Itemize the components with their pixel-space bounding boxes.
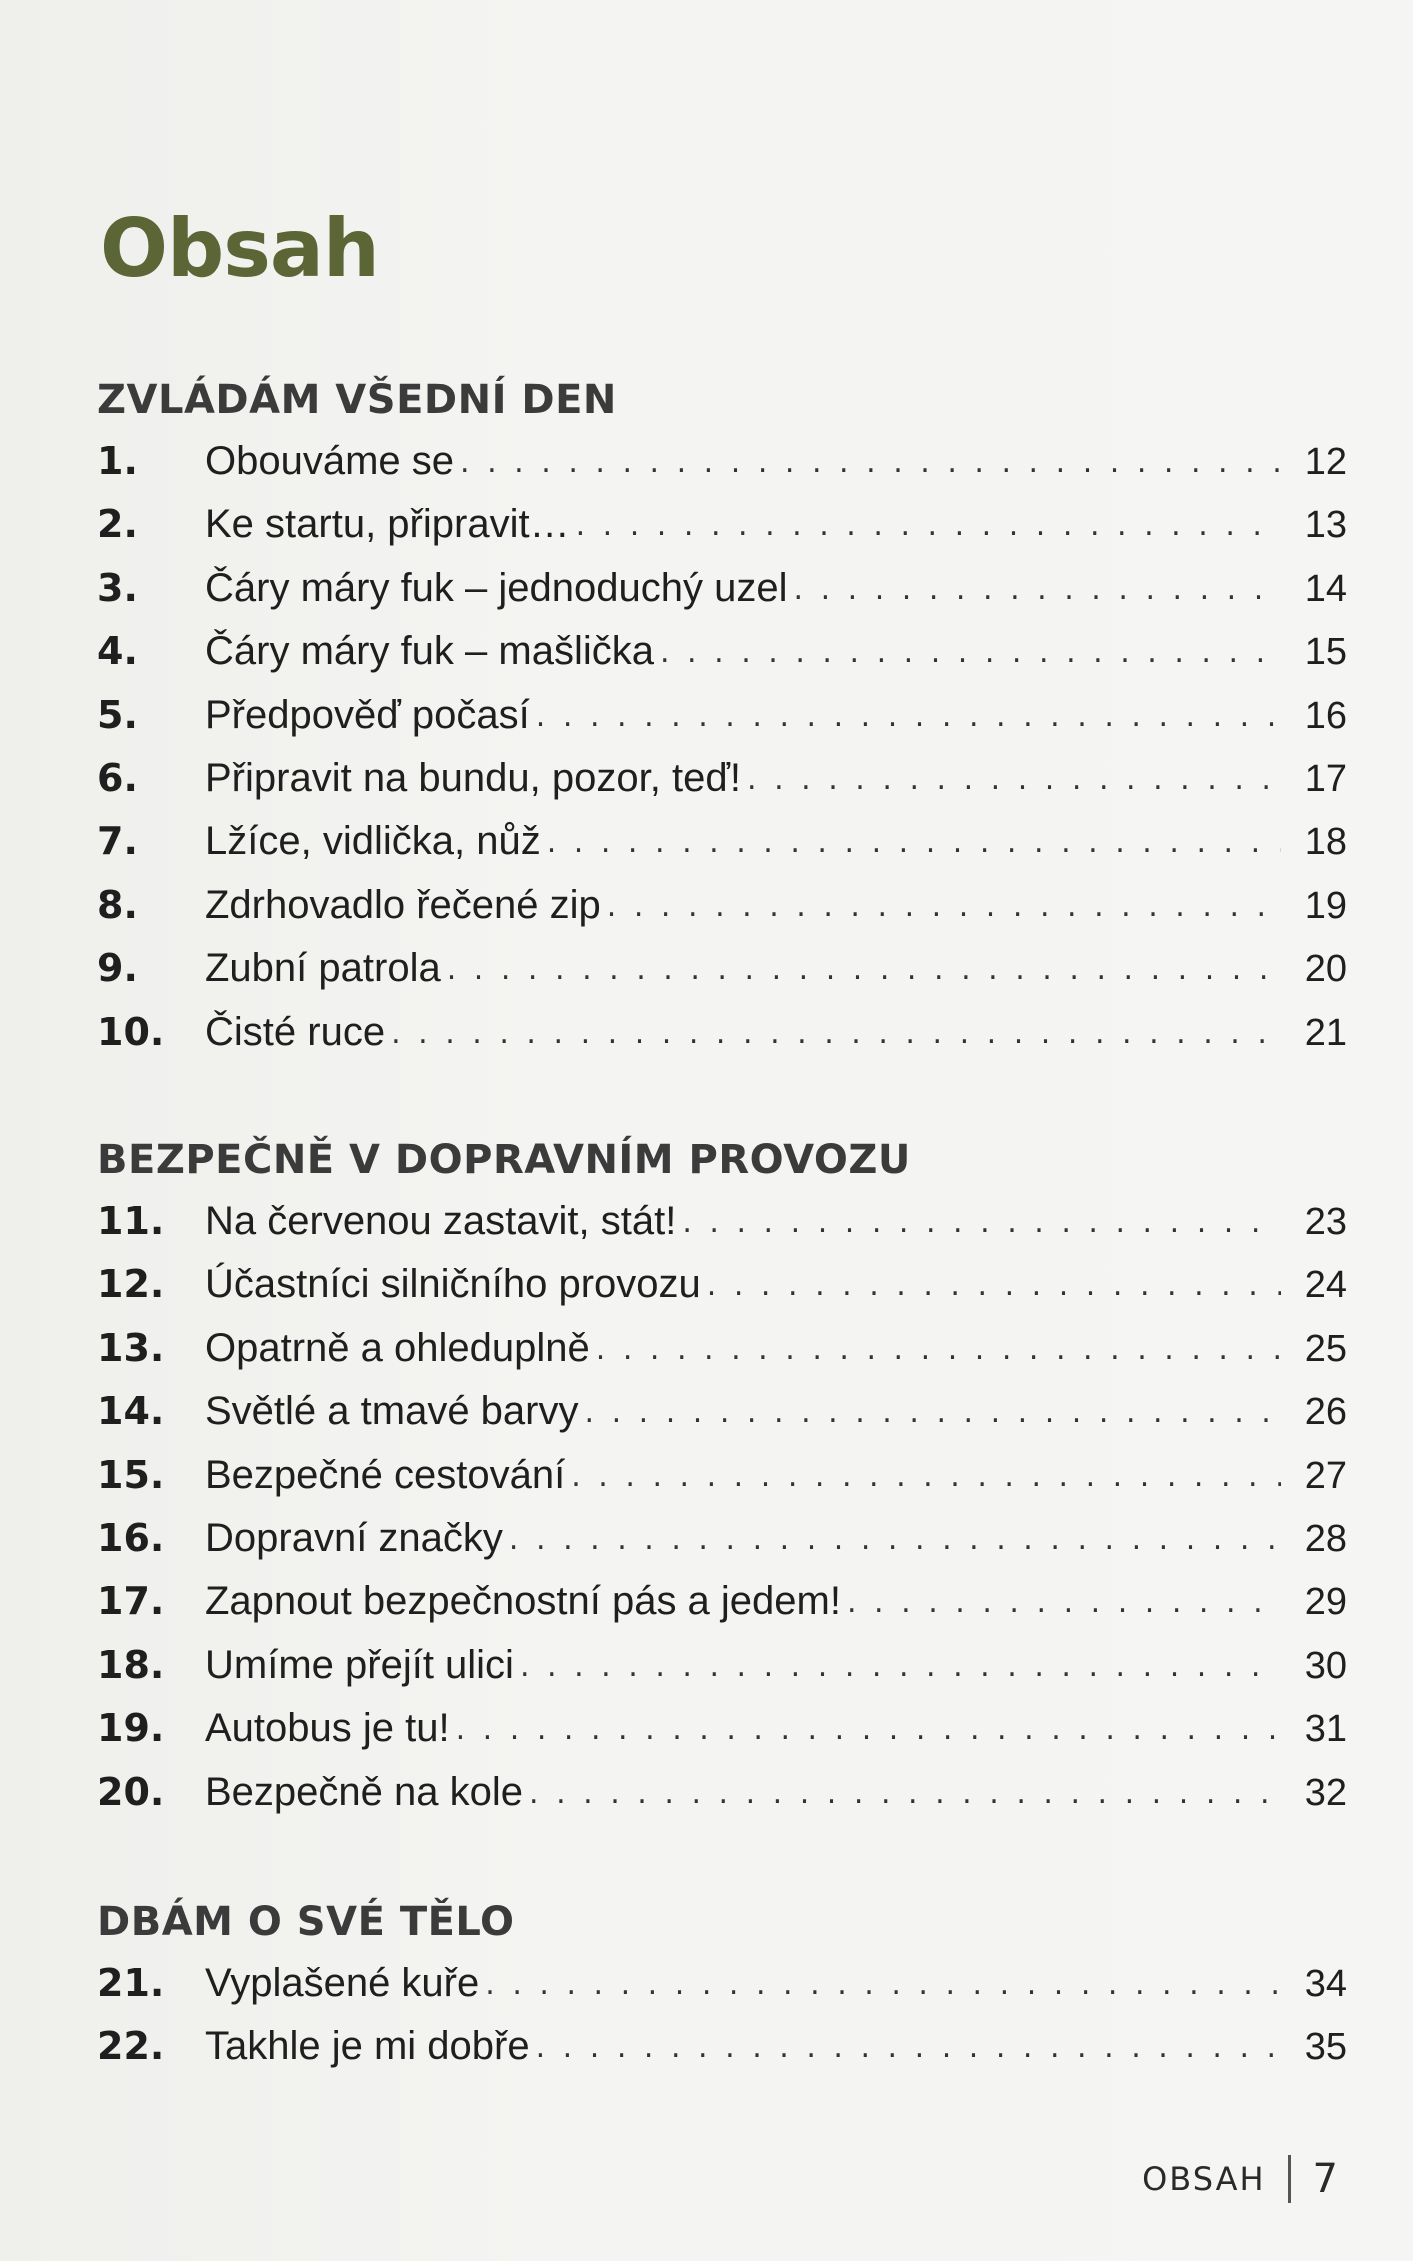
entry-page-number: 31 bbox=[1304, 1708, 1347, 1751]
dot-leader bbox=[456, 1698, 1281, 1761]
entry-number: 2. bbox=[97, 502, 138, 547]
entry-page-number: 28 bbox=[1304, 1517, 1347, 1560]
entry-number: 9. bbox=[97, 946, 138, 991]
section-heading: ZVLÁDÁM VŠEDNÍ DEN bbox=[97, 377, 617, 423]
toc-list bbox=[97, 430, 1347, 1064]
toc-entry[interactable] bbox=[97, 810, 1347, 873]
toc-entry[interactable] bbox=[97, 493, 1347, 556]
dot-leader bbox=[707, 1254, 1281, 1317]
entry-title: Ke startu, připravit… bbox=[205, 502, 570, 547]
toc-entry[interactable] bbox=[97, 747, 1347, 810]
toc-entry[interactable] bbox=[97, 430, 1347, 493]
entry-number: 20. bbox=[97, 1769, 165, 1814]
entry-number: 16. bbox=[97, 1515, 165, 1560]
toc-entry[interactable] bbox=[97, 1001, 1347, 1064]
entry-page-number: 34 bbox=[1304, 1963, 1347, 2005]
toc-list bbox=[97, 1952, 1347, 2079]
entry-page-number: 25 bbox=[1304, 1327, 1347, 1370]
dot-leader bbox=[447, 938, 1281, 1001]
dot-leader bbox=[485, 1953, 1281, 2016]
dot-leader bbox=[576, 494, 1281, 557]
entry-number: 5. bbox=[97, 692, 138, 737]
toc-entry[interactable] bbox=[97, 1380, 1347, 1443]
dot-leader bbox=[607, 875, 1281, 938]
entry-page-number: 29 bbox=[1304, 1581, 1347, 1624]
entry-title: Zapnout bezpečnostní pás a jedem! bbox=[205, 1579, 841, 1624]
entry-title: Opatrně a ohleduplně bbox=[205, 1325, 590, 1370]
entry-number: 17. bbox=[97, 1579, 165, 1624]
entry-title: Bezpečně na kole bbox=[205, 1769, 524, 1814]
dot-leader bbox=[529, 1762, 1281, 1825]
entry-page-number: 16 bbox=[1304, 694, 1347, 737]
entry-number: 22. bbox=[97, 2024, 165, 2069]
entry-number: 12. bbox=[97, 1262, 165, 1307]
entry-number: 21. bbox=[97, 1961, 165, 2005]
section-zvladam-vsedni-den bbox=[97, 377, 1347, 1064]
page-title: Obsah bbox=[100, 201, 379, 295]
dot-leader bbox=[571, 1445, 1281, 1508]
dot-leader bbox=[794, 558, 1282, 621]
toc-entry[interactable] bbox=[97, 1634, 1347, 1697]
entry-page-number: 17 bbox=[1304, 757, 1347, 800]
entry-page-number: 18 bbox=[1304, 821, 1347, 864]
section-bezpecne-v-dopravnim-provozu bbox=[97, 1137, 1347, 1824]
entry-page-number: 24 bbox=[1304, 1264, 1347, 1307]
entry-number: 13. bbox=[97, 1325, 165, 1370]
entry-number: 11. bbox=[97, 1199, 165, 1243]
entry-title: Čáry máry fuk – mašlička bbox=[205, 629, 654, 674]
entry-title: Světlé a tmavé barvy bbox=[205, 1389, 579, 1434]
dot-leader bbox=[391, 1002, 1281, 1065]
dot-leader bbox=[847, 1571, 1281, 1634]
section-heading: BEZPEČNĚ V DOPRAVNÍM PROVOZU bbox=[97, 1137, 911, 1183]
dot-leader bbox=[747, 748, 1281, 811]
entry-title: Umíme přejít ulici bbox=[205, 1642, 514, 1687]
entry-page-number: 32 bbox=[1304, 1771, 1347, 1814]
entry-title: Čisté ruce bbox=[205, 1009, 386, 1054]
entry-title: Bezpečné cestování bbox=[205, 1452, 566, 1497]
entry-number: 15. bbox=[97, 1452, 165, 1497]
toc-entry[interactable] bbox=[97, 1761, 1347, 1824]
dot-leader bbox=[547, 811, 1281, 874]
entry-page-number: 15 bbox=[1304, 631, 1347, 674]
entry-title: Předpověď počasí bbox=[205, 692, 530, 737]
footer-section-label: OBSAH bbox=[1142, 2160, 1266, 2198]
dot-leader bbox=[536, 2016, 1281, 2079]
toc-entry[interactable] bbox=[97, 620, 1347, 683]
entry-number: 1. bbox=[97, 439, 138, 483]
toc-entry[interactable] bbox=[97, 1952, 1347, 2015]
entry-page-number: 20 bbox=[1304, 948, 1347, 991]
entry-number: 4. bbox=[97, 629, 138, 674]
dot-leader bbox=[536, 685, 1281, 748]
toc-entry[interactable] bbox=[97, 1317, 1347, 1380]
entry-number: 10. bbox=[97, 1009, 165, 1054]
dot-leader bbox=[509, 1508, 1281, 1571]
toc-entry[interactable] bbox=[97, 557, 1347, 620]
entry-number: 14. bbox=[97, 1389, 165, 1434]
entry-title: Obouváme se bbox=[205, 439, 455, 483]
entry-page-number: 27 bbox=[1304, 1454, 1347, 1497]
entry-number: 19. bbox=[97, 1706, 165, 1751]
footer-divider bbox=[1288, 2155, 1291, 2203]
entry-page-number: 23 bbox=[1304, 1201, 1347, 1243]
entry-title: Čáry máry fuk – jednoduchý uzel bbox=[205, 565, 788, 610]
toc-entry[interactable] bbox=[97, 684, 1347, 747]
toc-entry[interactable] bbox=[97, 1697, 1347, 1760]
toc-entry[interactable] bbox=[97, 1253, 1347, 1316]
entry-number: 3. bbox=[97, 565, 138, 610]
entry-title: Lžíce, vidlička, nůž bbox=[205, 819, 541, 864]
toc-entry[interactable] bbox=[97, 1444, 1347, 1507]
toc-entry[interactable] bbox=[97, 2015, 1347, 2078]
footer-page-number: 7 bbox=[1312, 2156, 1338, 2202]
entry-title: Připravit na bundu, pozor, teď! bbox=[205, 755, 742, 800]
toc-list bbox=[97, 1190, 1347, 1824]
toc-entry[interactable] bbox=[97, 1190, 1347, 1253]
section-dbam-o-sve-telo bbox=[97, 1899, 1347, 2079]
section-heading: DBÁM O SVÉ TĚLO bbox=[97, 1899, 515, 1945]
page-footer bbox=[1142, 2155, 1338, 2203]
entry-title: Účastníci silničního provozu bbox=[205, 1262, 701, 1307]
entry-title: Na červenou zastavit, stát! bbox=[205, 1199, 677, 1243]
entry-title: Autobus je tu! bbox=[205, 1706, 450, 1751]
dot-leader bbox=[682, 1191, 1281, 1254]
entry-number: 8. bbox=[97, 882, 138, 927]
entry-number: 18. bbox=[97, 1642, 165, 1687]
dot-leader bbox=[520, 1635, 1281, 1698]
entry-page-number: 14 bbox=[1304, 567, 1347, 610]
entry-page-number: 30 bbox=[1304, 1644, 1347, 1687]
entry-number: 6. bbox=[97, 755, 138, 800]
entry-title: Takhle je mi dobře bbox=[205, 2024, 530, 2069]
entry-page-number: 19 bbox=[1304, 884, 1347, 927]
entry-title: Zubní patrola bbox=[205, 946, 441, 991]
entry-page-number: 12 bbox=[1304, 441, 1347, 483]
toc-entry[interactable] bbox=[97, 937, 1347, 1000]
dot-leader bbox=[660, 621, 1281, 684]
entry-page-number: 21 bbox=[1304, 1011, 1347, 1054]
entry-page-number: 26 bbox=[1304, 1391, 1347, 1434]
toc-entry[interactable] bbox=[97, 874, 1347, 937]
dot-leader bbox=[585, 1381, 1282, 1444]
dot-leader bbox=[596, 1318, 1281, 1381]
entry-title: Vyplašené kuře bbox=[205, 1961, 480, 2005]
entry-page-number: 13 bbox=[1304, 504, 1347, 547]
entry-number: 7. bbox=[97, 819, 138, 864]
entry-title: Zdrhovadlo řečené zip bbox=[205, 882, 601, 927]
toc-entry[interactable] bbox=[97, 1570, 1347, 1633]
toc-entry[interactable] bbox=[97, 1507, 1347, 1570]
entry-title: Dopravní značky bbox=[205, 1515, 503, 1560]
dot-leader bbox=[460, 431, 1281, 494]
entry-page-number: 35 bbox=[1304, 2026, 1347, 2069]
